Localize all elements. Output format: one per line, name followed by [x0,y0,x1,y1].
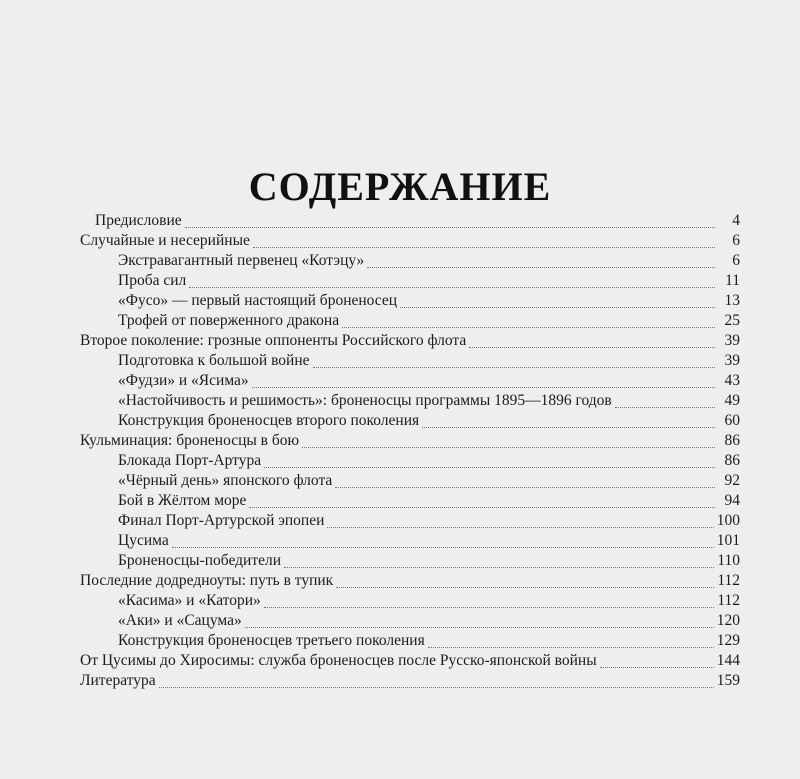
dot-leader [264,595,715,608]
dot-leader [422,415,715,428]
dot-leader [336,575,714,588]
dot-leader [600,655,714,668]
dot-leader [335,475,715,488]
toc-entry [118,511,740,531]
toc-entry-page: 43 [724,372,740,389]
toc-entry-label: Экстравагантный первенец «Котэцу» [118,252,365,269]
toc-entry [80,571,740,591]
toc-entry [118,271,740,291]
toc-entry-page: 112 [717,592,740,609]
toc-entry-page: 86 [724,432,740,449]
toc-entry-page: 94 [724,492,740,509]
toc-entry-page: 11 [725,272,740,289]
toc-entry-page: 159 [716,672,740,689]
toc-entry-page: 100 [716,512,740,529]
toc-entry [118,591,740,611]
toc-entry-label: «Настойчивость и решимость»: броненосцы программы 1895—1896 годов [118,392,612,409]
dot-leader [367,255,715,268]
toc-entry-label: Литература [80,672,156,689]
toc-entry-page: 112 [717,572,740,589]
toc-entry-page: 39 [724,332,740,349]
toc-entry [118,391,740,411]
toc-entry [95,211,740,231]
toc-entry-label: Второе поколение: грозные оппоненты Российского флота [80,332,467,349]
toc-entry-page: 25 [724,312,740,329]
toc-entry [118,551,740,571]
dot-leader [172,535,714,548]
toc-entry-page: 6 [732,252,740,269]
dot-leader [249,495,715,508]
toc-entry-label: Броненосцы-победители [118,552,282,569]
toc-entry-page: 49 [724,392,740,409]
toc-entry-label: Проба сил [118,272,187,289]
toc-entry-label: Конструкция броненосцев второго поколения [118,412,420,429]
toc-entry [118,411,740,431]
dot-leader [284,555,714,568]
toc-entry-label: Кульминация: броненосцы в бою [80,432,300,449]
toc-entry-page: 86 [724,452,740,469]
toc-entry-page: 13 [724,292,740,309]
toc-entry-page: 144 [716,652,740,669]
toc-entry-label: Бой в Жёлтом море [118,492,247,509]
toc-entry-label: «Касима» и «Катори» [118,592,261,609]
toc-entry-page: 101 [716,532,740,549]
toc-entry-label: Финал Порт-Артурской эпопеи [118,512,325,529]
toc-entry-label: «Фудзи» и «Ясима» [118,372,249,389]
toc-entry [118,251,740,271]
toc-entry-page: 129 [716,632,740,649]
toc-entry-page: 6 [732,232,740,249]
toc-entry-label: «Аки» и «Сацума» [118,612,242,629]
toc-entry-label: «Фусо» — первый настоящий броненосец [118,292,398,309]
toc-entry-label: Трофей от поверженного дракона [118,312,340,329]
toc-entry [118,291,740,311]
toc-entry [80,671,740,691]
toc-entry [118,611,740,631]
dot-leader [245,615,714,628]
dot-leader [400,295,715,308]
dot-leader [159,675,714,688]
toc-entry [118,491,740,511]
toc-entry-page: 60 [724,412,740,429]
toc-entry-page: 120 [716,612,740,629]
toc-entry [80,331,740,351]
toc-entry-label: «Чёрный день» японского флота [118,472,333,489]
toc-entry [118,311,740,331]
toc-entry-label: Блокада Порт-Артура [118,452,262,469]
dot-leader [185,215,715,228]
toc-entry-label: Предисловие [95,212,182,229]
toc-entry [118,351,740,371]
toc-entry [118,451,740,471]
page-title: СОДЕРЖАНИЕ [248,164,552,209]
toc-entry [80,231,740,251]
dot-leader [264,455,715,468]
toc-entry-page: 92 [724,472,740,489]
toc-entry-label: Цусима [118,532,169,549]
toc-entry [118,631,740,651]
dot-leader [302,435,715,448]
toc-entry-page: 39 [724,352,740,369]
toc-entry-label: Случайные и несерийные [80,232,250,249]
toc-entry [118,371,740,391]
toc-entry-label: От Цусимы до Хиросимы: служба броненосцев после Русско-японской войны [80,652,597,669]
toc-entry [80,651,740,671]
toc-entry-page: 110 [717,552,740,569]
dot-leader [189,275,715,288]
toc-entry [118,531,740,551]
dot-leader [313,355,715,368]
toc-entry-page: 4 [732,212,740,229]
dot-leader [615,395,715,408]
dot-leader [342,315,715,328]
dot-leader [252,375,715,388]
toc-entry [80,431,740,451]
dot-leader [253,235,715,248]
toc-entry-label: Подготовка к большой войне [118,352,310,369]
toc-entry [118,471,740,491]
dot-leader [428,635,714,648]
toc-entry-label: Последние додредноуты: путь в тупик [80,572,334,589]
toc-entry-label: Конструкция броненосцев третьего поколения [118,632,425,649]
dot-leader [469,335,715,348]
dot-leader [327,515,713,528]
